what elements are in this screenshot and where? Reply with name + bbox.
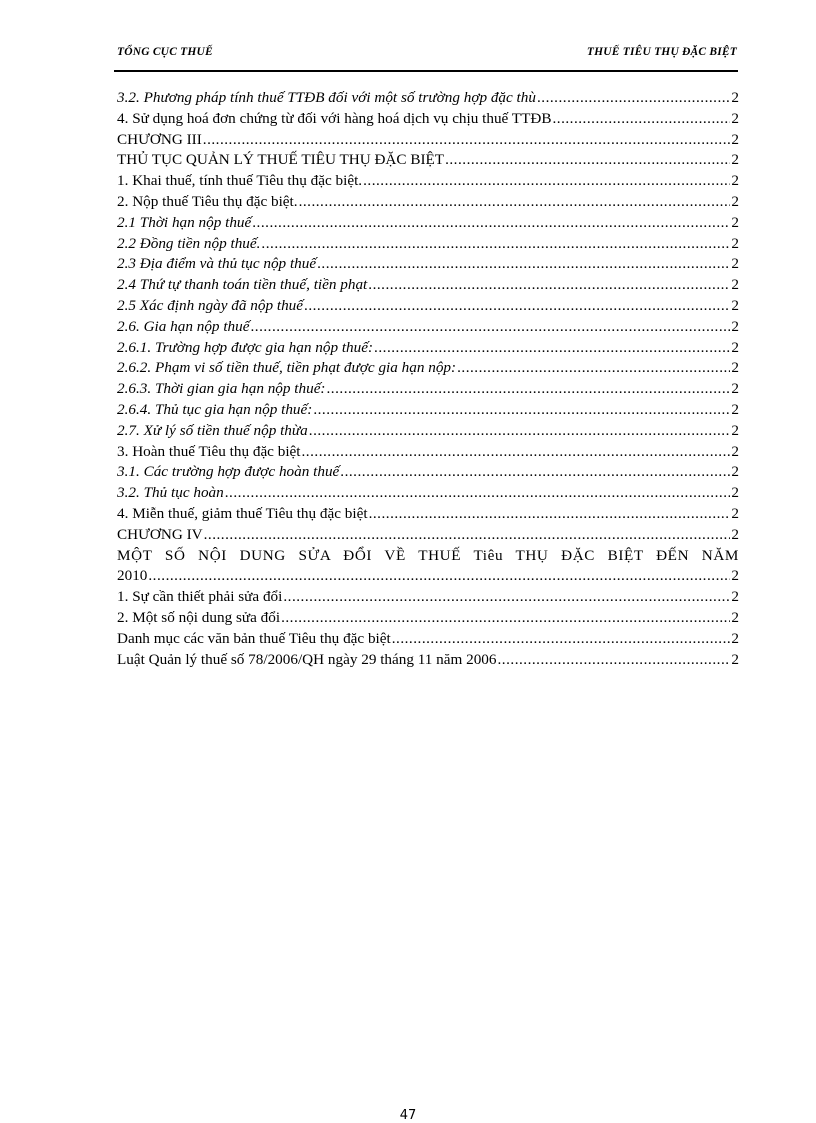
toc-entry-page: 2 xyxy=(731,172,739,190)
toc-entry-page: 2 xyxy=(731,255,739,273)
toc-dot-leader xyxy=(340,462,730,483)
toc-entry[interactable] xyxy=(117,587,739,608)
header-right-title: THUẾ TIÊU THỤ ĐẶC BIỆT xyxy=(586,46,737,58)
toc-entry-text: 2. Một số nội dung sửa đổi xyxy=(117,608,281,626)
toc-dot-leader xyxy=(261,234,730,255)
toc-entry-text: 3.2. Phương pháp tính thuế TTĐB đối với một số trường hợp đặc thù xyxy=(117,89,536,106)
page-footer xyxy=(0,1108,816,1123)
toc-entry-text: 2.6.1. Trường hợp được gia hạn nộp thuế: xyxy=(117,338,374,356)
toc-entry-text: MỘT SỐ NỘI DUNG SỬA ĐỔI VỀ THUẾ Tiêu THỤ ĐẶC BIỆT ĐẾN NĂM xyxy=(117,546,739,564)
toc-entry-text: THỦ TỤC QUẢN LÝ THUẾ TIÊU THỤ ĐẶC BIỆT xyxy=(117,151,445,169)
toc-entry-page: 2 xyxy=(731,400,739,418)
toc-entry[interactable] xyxy=(117,254,739,275)
toc-entry[interactable] xyxy=(117,317,739,338)
toc-entry[interactable] xyxy=(117,608,739,629)
toc-dot-leader xyxy=(148,566,730,587)
toc-dot-leader xyxy=(304,296,730,317)
toc-entry-page: 2 xyxy=(731,650,739,668)
toc-dot-leader xyxy=(363,171,730,192)
toc-entry-text: 4. Sử dụng hoá đơn chứng từ đối với hàng hoá dịch vụ chịu thuế TTĐB xyxy=(117,109,552,127)
toc-dot-leader xyxy=(552,109,730,130)
page-header xyxy=(117,46,737,58)
toc-entry-page: 2 xyxy=(731,608,739,626)
toc-dot-leader xyxy=(327,379,731,400)
toc-entry-page: 2 xyxy=(731,276,739,294)
toc-entry-text: 2.7. Xử lý số tiền thuế nộp thừa xyxy=(117,421,308,439)
toc-entry-page: 2 xyxy=(731,234,739,252)
toc-entry[interactable] xyxy=(117,629,739,650)
toc-entry-page: 2 xyxy=(731,109,739,127)
toc-entry[interactable] xyxy=(117,171,739,192)
toc-entry-page: 2 xyxy=(731,567,739,585)
toc-entry-page: 2 xyxy=(731,317,739,335)
toc-dot-leader xyxy=(204,525,731,546)
toc-dot-leader xyxy=(302,442,731,463)
toc-entry[interactable] xyxy=(117,379,739,400)
toc-entry-page: 2 xyxy=(731,192,739,210)
toc-entry-page: 2 xyxy=(731,151,739,169)
toc-entry-page: 2 xyxy=(731,588,739,606)
toc-entry[interactable] xyxy=(117,421,739,442)
toc-dot-leader xyxy=(457,358,730,379)
toc-dot-leader xyxy=(498,650,731,671)
toc-entry[interactable] xyxy=(117,296,739,317)
toc-entry-text: Luật Quản lý thuế số 78/2006/QH ngày 29 tháng 11 năm 2006 xyxy=(117,650,497,668)
toc-entry-page: 2 xyxy=(731,421,739,439)
toc-entry-page: 2 xyxy=(731,629,739,647)
toc-entry-text: 2.6. Gia hạn nộp thuế xyxy=(117,317,250,335)
toc-entry-text: 2.6.3. Thời gian gia hạn nộp thuế: xyxy=(117,380,326,398)
toc-tail-list xyxy=(117,587,739,670)
toc-main-list xyxy=(117,88,739,546)
toc-dot-leader xyxy=(283,587,730,608)
toc-entry-text: 2.1 Thời hạn nộp thuế xyxy=(117,213,252,231)
toc-entry[interactable] xyxy=(117,400,739,421)
toc-dot-leader xyxy=(392,629,731,650)
toc-entry[interactable] xyxy=(117,130,739,151)
toc-entry-text: 2.6.2. Phạm vi số tiền thuế, tiền phạt được gia hạn nộp: xyxy=(117,359,457,377)
toc-entry-text: 2.5 Xác định ngày đã nộp thuế xyxy=(117,296,304,314)
toc-entry-page: 2 xyxy=(731,296,739,314)
toc-dot-leader xyxy=(225,483,731,504)
header-rule xyxy=(114,70,738,72)
toc-entry[interactable] xyxy=(117,442,739,463)
toc-entry-text: 3.2. Thủ tục hoàn xyxy=(117,484,224,502)
toc-dot-leader xyxy=(317,254,730,275)
toc-entry-page: 2 xyxy=(731,525,739,543)
toc-entry-text: 4. Miễn thuế, giảm thuế Tiêu thụ đặc biệt xyxy=(117,504,368,522)
toc-entry[interactable] xyxy=(117,88,739,109)
toc-dot-leader xyxy=(281,608,730,629)
toc-entry[interactable] xyxy=(117,213,739,234)
toc-entry-page: 2 xyxy=(731,89,739,106)
toc-entry[interactable] xyxy=(117,109,739,130)
toc-entry-text: 2.2 Đồng tiền nộp thuế. xyxy=(117,234,261,252)
page-number: 47 xyxy=(399,1108,417,1123)
toc-entry-text: CHƯƠNG IV xyxy=(117,525,203,543)
toc-dot-leader xyxy=(445,150,730,171)
table-of-contents xyxy=(117,88,739,670)
toc-entry-text: 2010 xyxy=(117,567,148,585)
toc-entry-text: 2.6.4. Thủ tục gia hạn nộp thuế: xyxy=(117,400,313,418)
toc-entry-text: Danh mục các văn bản thuế Tiêu thụ đặc biệt xyxy=(117,629,391,647)
toc-entry[interactable] xyxy=(117,525,739,546)
toc-entry[interactable] xyxy=(117,504,739,525)
toc-entry-page: 2 xyxy=(731,463,739,481)
toc-entry-text: 2. Nộp thuế Tiêu thụ đặc biệt. xyxy=(117,192,298,210)
toc-entry-page: 2 xyxy=(731,380,739,398)
toc-dot-leader xyxy=(203,130,731,151)
header-left-title: TỔNG CỤC THUẾ xyxy=(117,46,213,58)
toc-entry[interactable] xyxy=(117,338,739,359)
toc-dot-leader xyxy=(252,213,730,234)
toc-entry-page: 2 xyxy=(731,338,739,356)
toc-entry-text: 3. Hoàn thuế Tiêu thụ đặc biệt xyxy=(117,442,301,460)
toc-dot-leader xyxy=(299,192,731,213)
toc-dot-leader xyxy=(250,317,730,338)
toc-entry[interactable] xyxy=(117,650,739,671)
toc-entry[interactable] xyxy=(117,462,739,483)
toc-dot-leader xyxy=(369,504,731,525)
toc-entry-text: 2.3 Địa điểm và thủ tục nộp thuế xyxy=(117,255,317,273)
toc-dot-leader xyxy=(374,338,730,359)
toc-dot-leader xyxy=(309,421,731,442)
toc-entry-wrapped-second-line[interactable] xyxy=(117,566,739,587)
toc-entry[interactable] xyxy=(117,150,739,171)
toc-entry-text: 3.1. Các trường hợp được hoàn thuế xyxy=(117,463,340,481)
toc-entry-page: 2 xyxy=(731,213,739,231)
toc-entry-page: 2 xyxy=(731,130,739,148)
toc-entry-page: 2 xyxy=(731,484,739,502)
toc-entry-text: CHƯƠNG III xyxy=(117,130,202,148)
toc-entry-page: 2 xyxy=(731,442,739,460)
toc-entry-wrapped-first-line[interactable] xyxy=(117,546,739,567)
toc-entry-text: 1. Sự cần thiết phải sửa đổi xyxy=(117,588,283,606)
toc-entry-page: 2 xyxy=(731,359,739,377)
toc-entry-page: 2 xyxy=(731,504,739,522)
toc-dot-leader xyxy=(313,400,730,421)
toc-entry[interactable] xyxy=(117,234,739,255)
toc-dot-leader xyxy=(368,275,730,296)
toc-entry[interactable] xyxy=(117,192,739,213)
toc-entry[interactable] xyxy=(117,483,739,504)
toc-dot-leader xyxy=(537,88,730,109)
toc-entry[interactable] xyxy=(117,275,739,296)
toc-entry-text: 2.4 Thứ tự thanh toán tiền thuế, tiền phạt xyxy=(117,276,368,294)
toc-entry-text: 1. Khai thuế, tính thuế Tiêu thụ đặc biệt. xyxy=(117,172,363,190)
toc-entry[interactable] xyxy=(117,358,739,379)
